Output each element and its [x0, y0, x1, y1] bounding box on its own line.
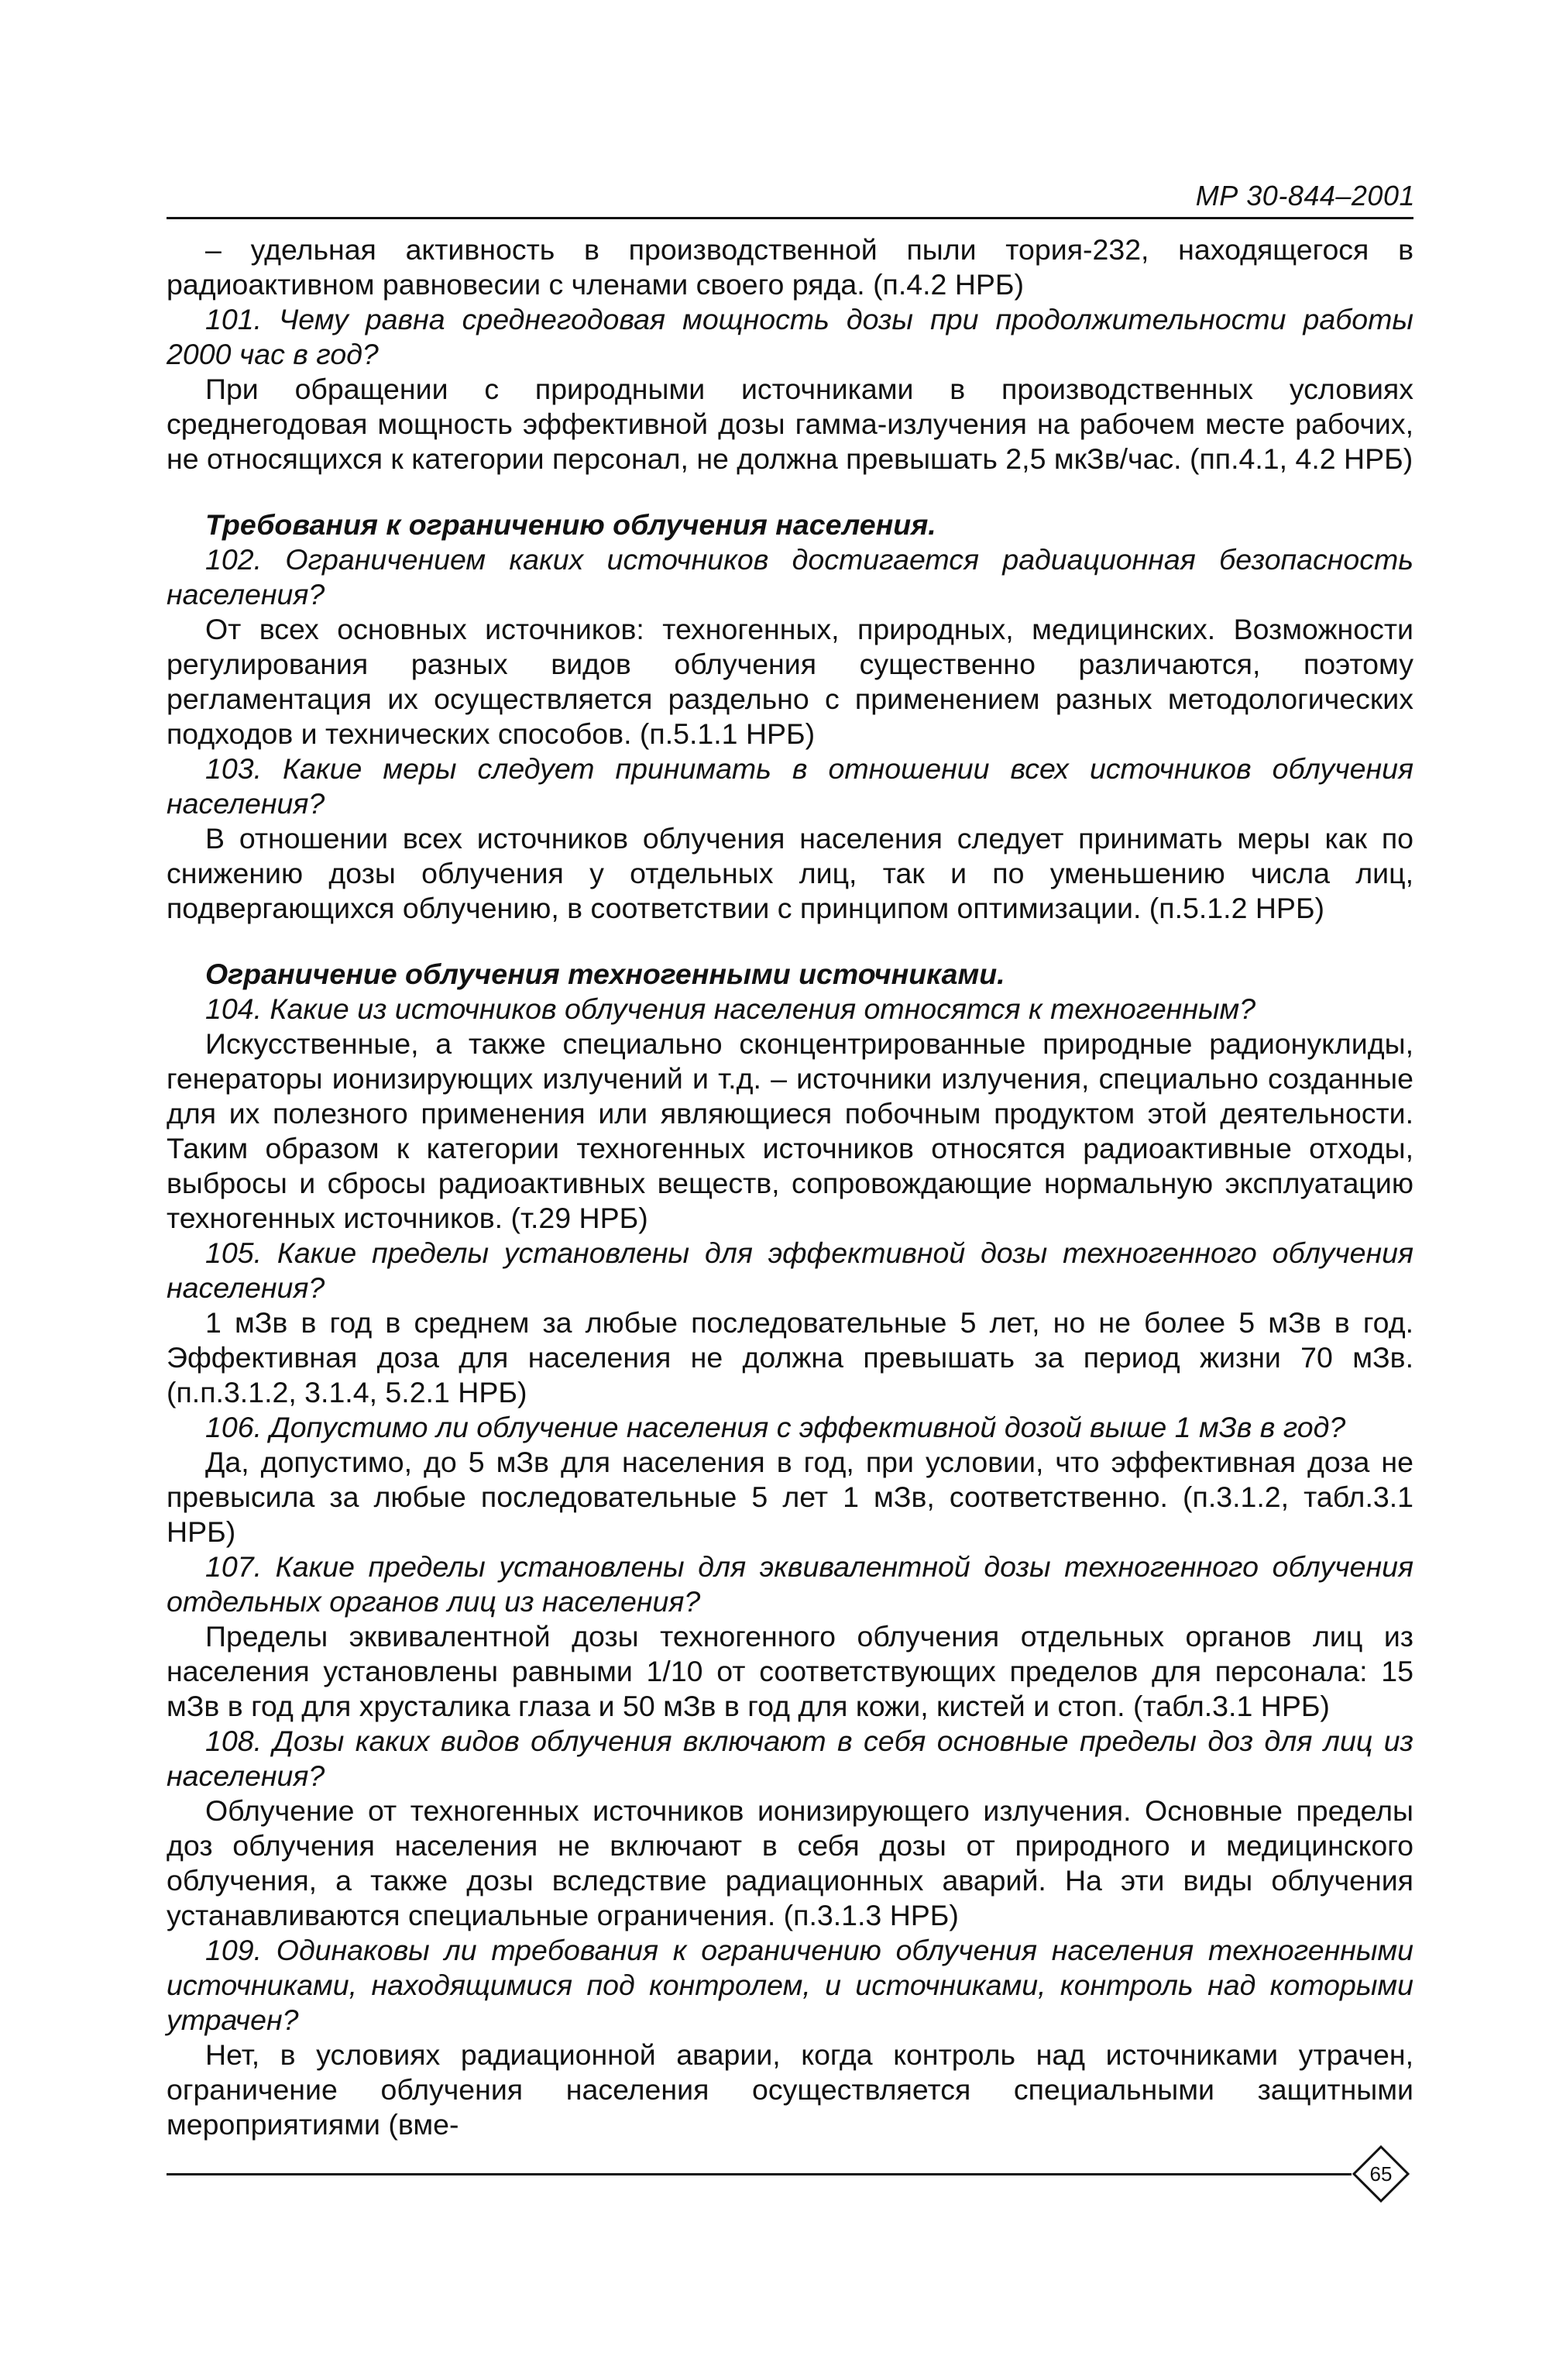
page-number: 65 — [1369, 2162, 1393, 2186]
answer-103: В отношении всех источников облучения населения следует принимать меры как по снижению дозы облучения у отдельных лиц, так и по уменьшению числа лиц, подвергающихся облучению, в соответствии с принципом оптимизации. (п.5.1.2 НРБ) — [167, 822, 1413, 924]
document-code: МР 30-844–2001 — [1195, 180, 1415, 212]
question-106: 106. Допустимо ли облучение населения с эффективной дозой выше 1 мЗв в год? — [205, 1411, 1346, 1443]
answer-108: Облучение от техногенных источников ионизирующего излучения. Основные пределы доз облучения населения не включают в себя дозы от природного и медицинского облучения, а также дозы вследствие радиационных аварий. На эти виды облучения устанавливаются специальные ограничения. (п.3.1.3 НРБ) — [167, 1794, 1413, 1931]
answer-105: 1 мЗв в год в среднем за любые последовательные 5 лет, но не более 5 мЗв в год. Эффективная доза для населения не должна превышать за период жизни 70 мЗв. (п.п.3.1.2, 3.1.4, 5.2.1 НРБ) — [167, 1306, 1413, 1408]
answer-107: Пределы эквивалентной дозы техногенного облучения отдельных органов лиц из населения установлены равными 1/10 от соответствующих пределов для персонала: 15 мЗв в год для хрусталика глаза и 50 мЗв в год для кожи, кистей и стоп. (табл.3.1 НРБ) — [167, 1620, 1413, 1722]
answer-102: От всех основных источников: техногенных, природных, медицинских. Возможности регулирования разных видов облучения существенно различаются, поэтому регламентация их осуществляется раздельно с применением разных методологических подходов и технических способов. (п.5.1.1 НРБ) — [167, 613, 1413, 750]
question-104: 104. Какие из источников облучения населения относятся к техногенным? — [205, 992, 1256, 1025]
question-101: 101. Чему равна среднегодовая мощность дозы при продолжительности работы 2000 час в год? — [167, 303, 1413, 370]
answer-104: Искусственные, а также специально сконцентрированные природные радионуклиды, генераторы ионизирующих излучений и т.д. – источники излучения, специально созданные для их полезного применения или являющиеся побочным продуктом этой деятельности. Таким образом к категории техногенных источников относятся радиоактивные отходы, выбросы и сбросы радиоактивных веществ, сопровождающие нормальную эксплуатацию техногенных источников. (т.29 НРБ) — [167, 1027, 1413, 1234]
section-heading-population: Требования к ограничению облучения населения. — [205, 508, 936, 541]
footer-rule — [167, 2173, 1352, 2175]
header-rule — [167, 217, 1413, 219]
answer-101: При обращении с природными источниками в производственных условиях среднегодовая мощность эффективной дозы гамма-излучения на рабочем месте рабочих, не относящихся к категории персонал, не должна превышать 2,5 мкЗв/час. (пп.4.1, 4.2 НРБ) — [167, 373, 1413, 475]
page-number-badge — [1352, 2144, 1410, 2203]
answer-109: Нет, в условиях радиационной аварии, когда контроль над источниками утрачен, ограничение облучения населения осуществляется специальными защитными мероприятиями (вме- — [167, 2038, 1413, 2141]
question-107: 107. Какие пределы установлены для эквивалентной дозы техногенного облучения отдельных органов лиц из населения? — [167, 1550, 1413, 1618]
answer-paragraph: – удельная активность в производственной пыли тория-232, находящегося в радиоактивном равновесии с членами своего ряда. (п.4.2 НРБ) — [167, 233, 1413, 301]
question-109: 109. Одинаковы ли требования к ограничению облучения населения техногенными источниками, находящимися под контролем, и источниками, контроль над которыми утрачен? — [167, 1934, 1413, 2036]
question-108: 108. Дозы каких видов облучения включают в себя основные пределы доз для лиц из населения? — [167, 1725, 1413, 1792]
section-heading-technogenic: Ограничение облучения техногенными источниками. — [205, 958, 1005, 990]
answer-106: Да, допустимо, до 5 мЗв для населения в год, при условии, что эффективная доза не превысила за любые последовательные 5 лет 1 мЗв, соответственно. (п.3.1.2, табл.3.1 НРБ) — [167, 1446, 1413, 1548]
question-102: 102. Ограничением каких источников достигается радиационная безопасность населения? — [167, 543, 1413, 610]
question-103: 103. Какие меры следует принимать в отношении всех источников облучения населения? — [167, 752, 1413, 820]
page-body — [167, 232, 1413, 2142]
question-105: 105. Какие пределы установлены для эффективной дозы техногенного облучения населения? — [167, 1236, 1413, 1304]
